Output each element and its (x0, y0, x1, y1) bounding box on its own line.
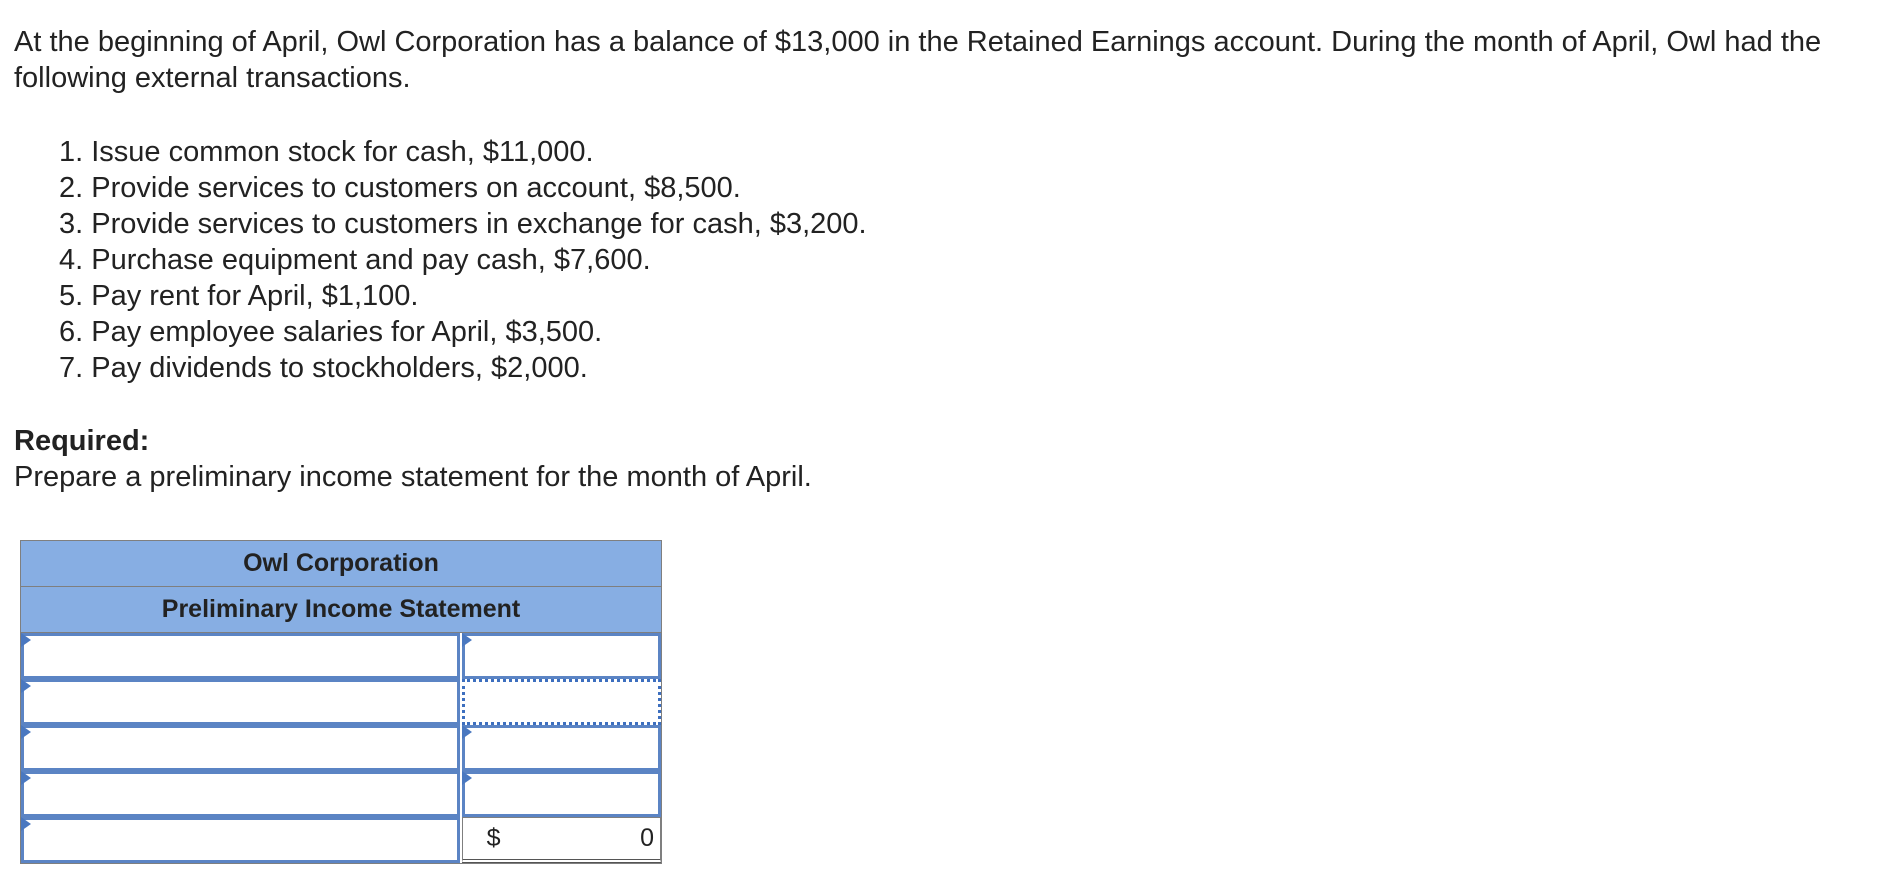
account-input[interactable] (24, 728, 457, 768)
problem-intro: At the beginning of April, Owl Corporation has a balance of $13,000 in the Retained Earnings account. During the month of April, Owl had the following external transactions. (14, 26, 1822, 94)
account-input[interactable] (24, 774, 457, 814)
transaction-list (14, 134, 1874, 386)
amount-input[interactable] (462, 725, 661, 771)
total-amount (462, 817, 661, 863)
statement-row (21, 771, 661, 817)
statement-total-row (21, 817, 661, 863)
account-dropdown[interactable] (21, 725, 460, 771)
account-input[interactable] (24, 682, 457, 722)
transaction-item: 3. Provide services to customers in exchange for cash, $3,200. (59, 208, 867, 240)
statement-title-header: Preliminary Income Statement (21, 587, 661, 633)
amount-field[interactable] (465, 728, 658, 768)
statement-row (21, 633, 661, 679)
transaction-item: 2. Provide services to customers on account, $8,500. (59, 172, 741, 204)
total-account-dropdown[interactable] (21, 817, 460, 863)
problem-text (14, 24, 1874, 495)
transaction-item: 4. Purchase equipment and pay cash, $7,600. (59, 244, 651, 276)
account-dropdown[interactable] (21, 771, 460, 817)
account-dropdown[interactable] (21, 633, 460, 679)
account-dropdown[interactable] (21, 679, 460, 725)
total-account-input[interactable] (24, 820, 457, 860)
amount-field[interactable] (465, 774, 658, 814)
total-value: 0 (640, 824, 654, 852)
amount-input[interactable] (462, 633, 661, 679)
statement-row (21, 679, 661, 725)
statement-row (21, 725, 661, 771)
required-text: Prepare a preliminary income statement for the month of April. (14, 461, 812, 493)
currency-symbol: $ (486, 824, 501, 852)
company-name-header: Owl Corporation (21, 541, 661, 587)
amount-input[interactable] (462, 771, 661, 817)
transaction-item: 5. Pay rent for April, $1,100. (59, 280, 419, 312)
transaction-item: 1. Issue common stock for cash, $11,000. (59, 136, 594, 168)
amount-input[interactable] (462, 679, 661, 725)
income-statement-table (20, 540, 662, 864)
amount-field[interactable] (465, 682, 658, 722)
transaction-item: 6. Pay employee salaries for April, $3,500. (59, 316, 603, 348)
amount-field[interactable] (465, 636, 658, 676)
required-heading: Required: (14, 425, 150, 457)
account-input[interactable] (24, 636, 457, 676)
transaction-item: 7. Pay dividends to stockholders, $2,000. (59, 352, 588, 384)
